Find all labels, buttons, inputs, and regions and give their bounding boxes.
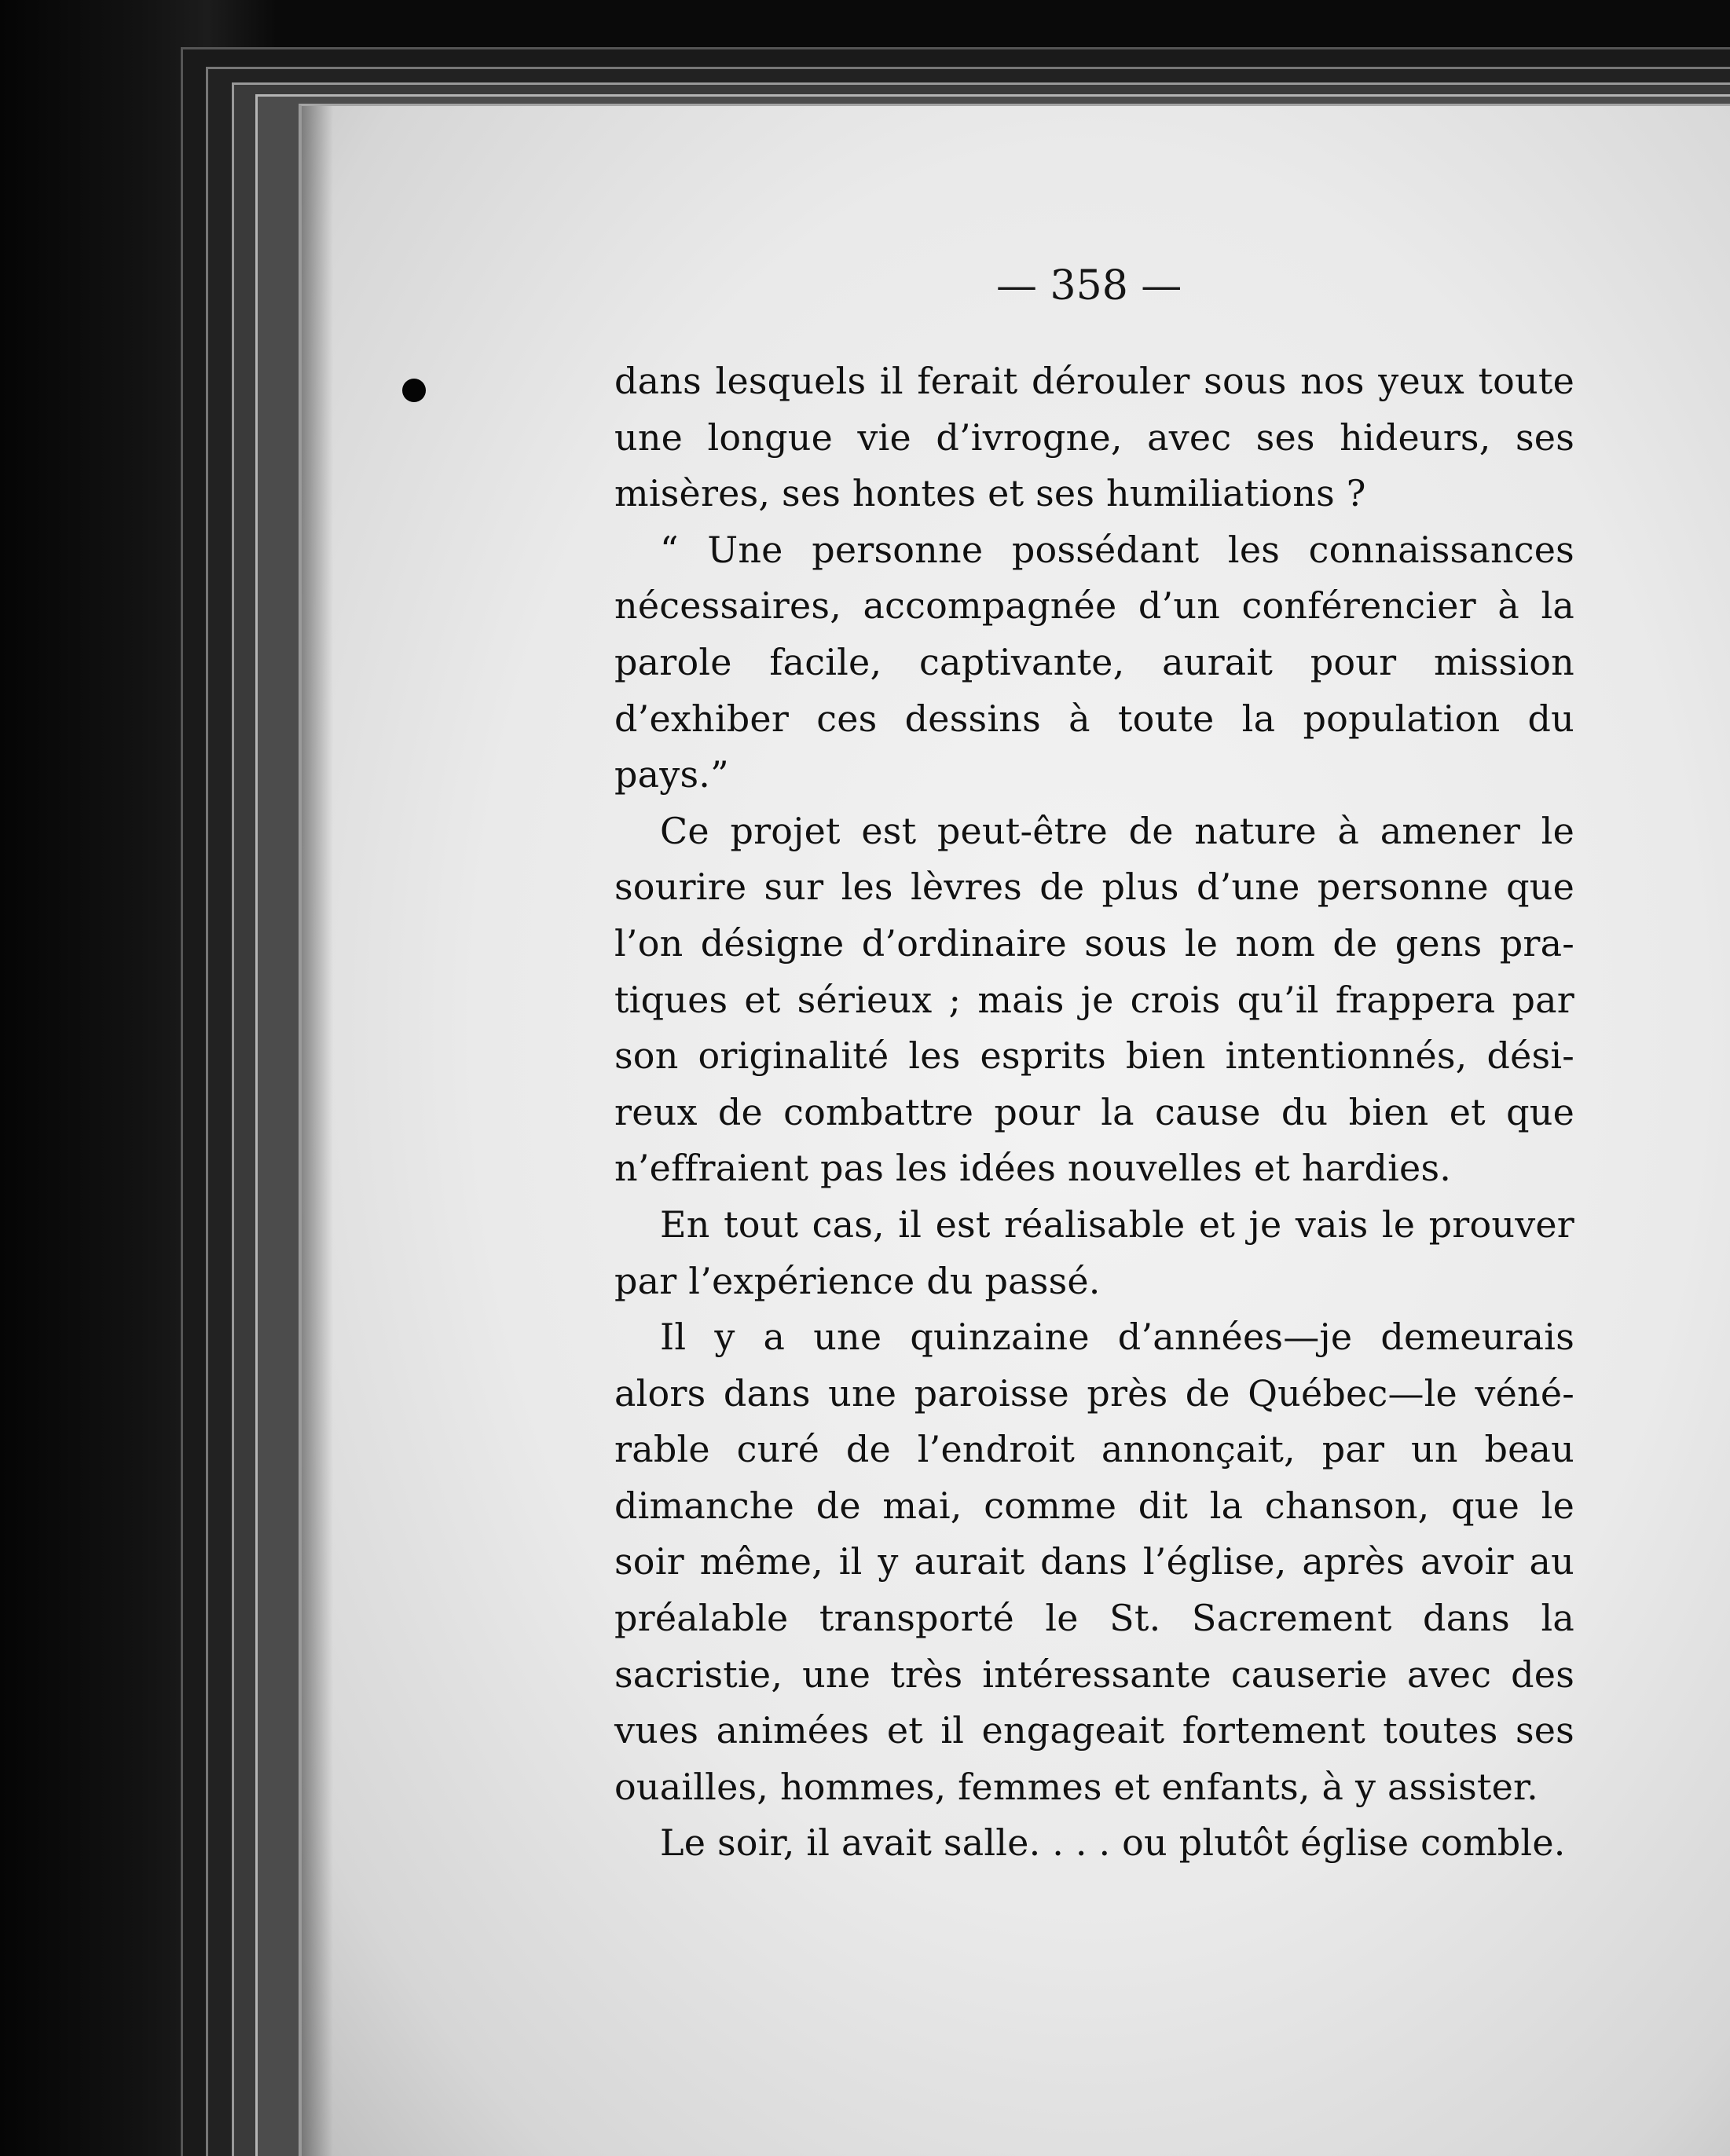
text-line: soir même, il y aurait dans l’église, après avoir au (614, 1540, 1574, 1583)
text-line: sacristie, une très intéressante causerie avec des (614, 1653, 1574, 1696)
page-gutter-shadow (302, 106, 333, 2156)
text-line: dimanche de mai, comme dit la chanson, que le (614, 1484, 1574, 1527)
text-line: Il y a une quinzaine d’années—je demeurais (660, 1316, 1574, 1359)
text-line: alors dans une paroisse près de Québec—le véné- (614, 1371, 1574, 1415)
text-line: rable curé de l’endroit annonçait, par un beau (614, 1428, 1574, 1471)
text-line: par l’expérience du passé. (614, 1259, 1101, 1302)
text-line: une longue vie d’ivrogne, avec ses hideurs, ses (614, 415, 1574, 459)
text-line: sourire sur les lèvres de plus d’une personne que (614, 866, 1574, 909)
text-line: nécessaires, accompagnée d’un conférencier à la (614, 584, 1574, 628)
text-line: l’on désigne d’ordinaire sous le nom de gens pra- (614, 921, 1574, 965)
text-line: “ Une personne possédant les connaissances (660, 528, 1574, 571)
text-line: Ce projet est peut-être de nature à amener le (660, 809, 1574, 852)
text-line: Le soir, il avait salle. . . . ou plutôt église comble. (660, 1821, 1566, 1865)
text-line: pays.” (614, 753, 729, 796)
text-line: tiques et sérieux ; mais je crois qu’il frappera par (614, 978, 1574, 1021)
body-text (614, 353, 1574, 1872)
text-line: d’exhiber ces dessins à toute la population du (614, 697, 1574, 740)
text-line: n’effraient pas les idées nouvelles et hardies. (614, 1147, 1452, 1190)
page-number: — 358 — (996, 262, 1182, 309)
text-line: reux de combattre pour la cause du bien et que (614, 1090, 1574, 1133)
text-line: misères, ses hontes et ses humiliations ? (614, 472, 1366, 515)
text-line: vues animées et il engageait fortement toutes ses (614, 1709, 1574, 1752)
text-line: son originalité les esprits bien intentionnés, dési- (614, 1034, 1574, 1078)
text-line: parole facile, captivante, aurait pour mission (614, 640, 1574, 683)
text-line: dans lesquels il ferait dérouler sous nos yeux toute (614, 360, 1574, 402)
text-line: En tout cas, il est réalisable et je vais le prouver (660, 1202, 1574, 1246)
text-line: ouailles, hommes, femmes et enfants, à y assister. (614, 1765, 1538, 1808)
margin-dot-mark (402, 379, 426, 402)
text-line: préalable transporté le St. Sacrement dans la (614, 1597, 1574, 1640)
